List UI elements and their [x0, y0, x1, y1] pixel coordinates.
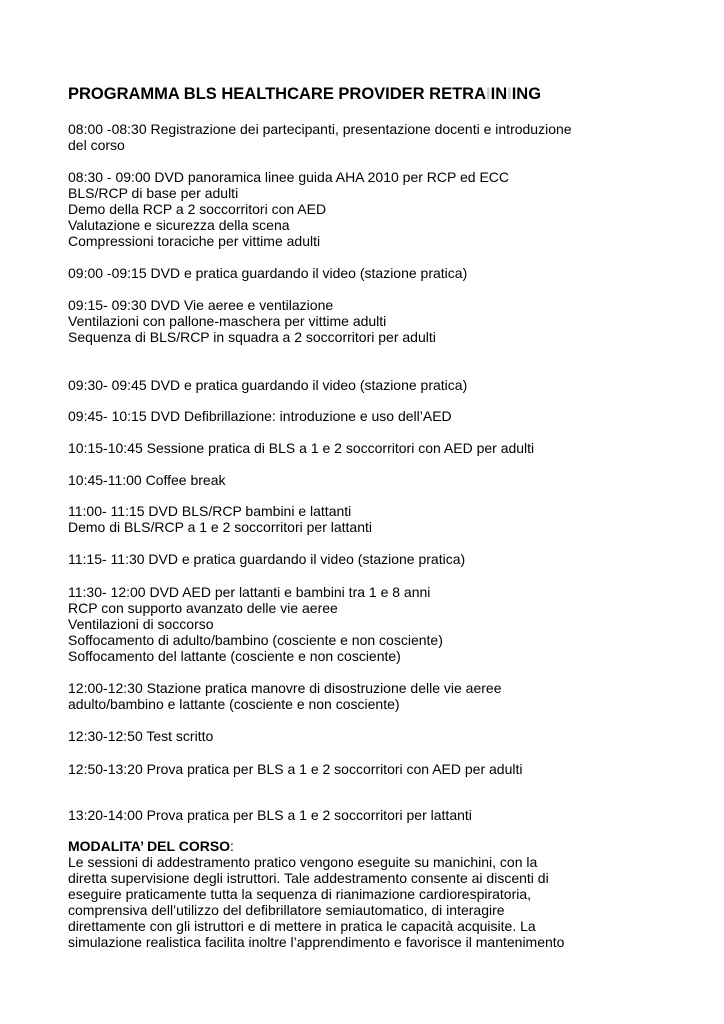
schedule-line: 13:20-14:00 Prova pratica per BLS a 1 e 2 soccorritori per lattanti: [68, 807, 472, 823]
schedule-item: [68, 377, 588, 393]
schedule-item: [68, 297, 588, 345]
schedule-line: Soffocamento di adulto/bambino (cosciente e non cosciente): [68, 632, 443, 648]
schedule-item: [68, 121, 588, 153]
schedule-line: 11:00- 11:15 DVD BLS/RCP bambini e lattanti: [68, 503, 352, 519]
schedule-item: [68, 440, 588, 456]
schedule-line: 08:30 - 09:00 DVD panoramica linee guida AHA 2010 per RCP ed ECC: [68, 169, 510, 185]
title-text-1: PROGRAMMA BLS HEALTHCARE PROVIDER RETRA: [68, 85, 487, 103]
title-mark-1: I: [486, 85, 491, 103]
title-text-3: ING: [511, 85, 542, 103]
modalita-section: [68, 838, 588, 950]
schedule-item: [68, 761, 588, 777]
modalita-line: direttamente con gli istruttori e di mettere in pratica le capacità acquisite. La: [68, 918, 536, 934]
schedule-line: Compressioni toraciche per vittime adulti: [68, 233, 321, 249]
schedule-line: 08:00 -08:30 Registrazione dei partecipanti, presentazione docenti e introduzione: [68, 121, 572, 137]
schedule-item: [68, 472, 588, 488]
schedule-line: del corso: [68, 137, 125, 153]
schedule-line: 09:30- 09:45 DVD e pratica guardando il video (stazione pratica): [68, 377, 468, 393]
schedule-line: 09:15- 09:30 DVD Vie aeree e ventilazione: [68, 297, 334, 313]
schedule-line: Ventilazioni con pallone-maschera per vittime adulti: [68, 313, 387, 329]
schedule-line: 12:50-13:20 Prova pratica per BLS a 1 e 2 soccorritori con AED per adulti: [68, 761, 523, 777]
modalita-line: Le sessioni di addestramento pratico vengono eseguite su manichini, con la: [68, 854, 538, 870]
modalita-colon: :: [230, 838, 234, 854]
schedule-item: [68, 584, 588, 664]
schedule-line: RCP con supporto avanzato delle vie aeree: [68, 600, 338, 616]
schedule-line: Sequenza di BLS/RCP in squadra a 2 soccorritori per adulti: [68, 329, 436, 345]
schedule-line: Valutazione e sicurezza della scena: [68, 217, 290, 233]
schedule-line: adulto/bambino e lattante (cosciente e non cosciente): [68, 696, 400, 712]
schedule-line: 09:45- 10:15 DVD Defibrillazione: introduzione e uso dell’AED: [68, 408, 452, 424]
schedule-line: 12:30-12:50 Test scritto: [68, 728, 214, 744]
page-title: [68, 85, 541, 104]
title-text-2: IN: [490, 85, 508, 103]
schedule-item: [68, 728, 588, 744]
schedule-item: [68, 169, 588, 249]
schedule-item: [68, 551, 588, 567]
modalita-line: eseguire praticamente tutta la sequenza di rianimazione cardiorespiratoria,: [68, 886, 532, 902]
schedule-line: 10:15-10:45 Sessione pratica di BLS a 1 e 2 soccorritori con AED per adulti: [68, 440, 535, 456]
schedule-line: 10:45-11:00 Coffee break: [68, 472, 226, 488]
schedule-item: [68, 503, 588, 535]
schedule-line: 09:00 -09:15 DVD e pratica guardando il video (stazione pratica): [68, 265, 468, 281]
modalita-line: comprensiva dell’utilizzo del defibrillatore semiautomatico, di interagire: [68, 902, 505, 918]
modalita-heading: MODALITA’ DEL CORSO: [68, 838, 231, 854]
modalita-heading-line: [68, 838, 588, 854]
schedule-line: Demo della RCP a 2 soccorritori con AED: [68, 201, 327, 217]
schedule-item: [68, 408, 588, 424]
schedule-line: 11:30- 12:00 DVD AED per lattanti e bambini tra 1 e 8 anni: [68, 584, 431, 600]
schedule-line: Soffocamento del lattante (cosciente e non cosciente): [68, 648, 401, 664]
title-mark-2: I: [507, 85, 512, 103]
modalita-line: simulazione realistica facilita inoltre l’apprendimento e favorisce il mantenimento: [68, 934, 565, 950]
schedule-line: BLS/RCP di base per adulti: [68, 185, 239, 201]
schedule-item: [68, 265, 588, 281]
modalita-line: diretta supervisione degli istruttori. Tale addestramento consente ai discenti di: [68, 870, 549, 886]
schedule-line: Ventilazioni di soccorso: [68, 616, 214, 632]
schedule-item: [68, 807, 588, 823]
schedule-line: 12:00-12:30 Stazione pratica manovre di disostruzione delle vie aeree: [68, 680, 502, 696]
schedule-line: Demo di BLS/RCP a 1 e 2 soccorritori per lattanti: [68, 519, 372, 535]
schedule-line: 11:15- 11:30 DVD e pratica guardando il video (stazione pratica): [68, 551, 466, 567]
schedule-item: [68, 680, 588, 712]
